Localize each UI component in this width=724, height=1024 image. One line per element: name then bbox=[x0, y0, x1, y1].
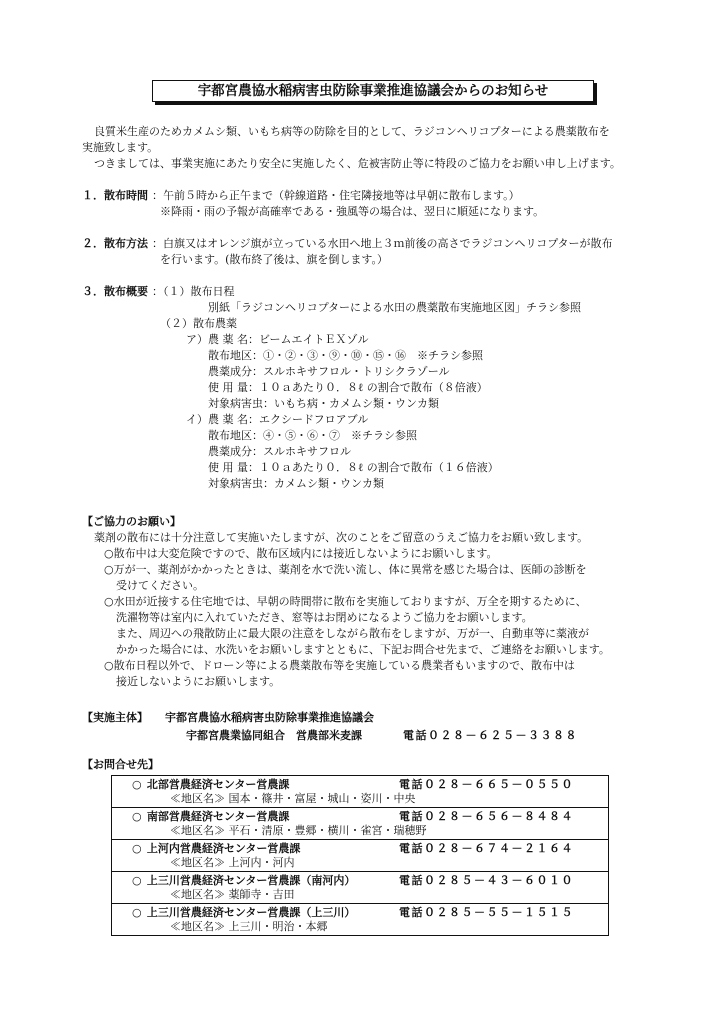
organizer-phone: 電話０２８－６２５－３３８８ bbox=[403, 729, 578, 742]
pesticide-a-area: 散布地区：①・②・③・⑨・⑩・⑮・⑯ ※チラシ参照 bbox=[208, 349, 483, 362]
pesticide-b-name: イ）農 薬 名：エクシードフロアブル bbox=[186, 413, 369, 426]
cooperation-line-4: 受けてください。 bbox=[116, 579, 204, 592]
organizer-dept: 宇都宮農業協同組合 営農部米麦課 bbox=[186, 729, 362, 742]
contact-row bbox=[112, 840, 608, 872]
pesticide-a-name: ア）農 薬 名：ビームエイトＥＸゾル bbox=[186, 333, 369, 346]
contact-name-text: 北部営農経済センター営農課 bbox=[146, 778, 290, 791]
cooperation-line-1: 薬剤の散布には十分注意して実施いたしますが、次のことをご留意のうえご協力をお願い致します。 bbox=[94, 531, 589, 544]
contact-name-text: 上三川営農経済センター営農課（上三川） bbox=[146, 906, 356, 919]
time-label: １．散布時間 bbox=[82, 189, 148, 202]
overview-pesticides: （２）散布農薬 bbox=[160, 317, 237, 330]
overview-label: ３．散布概要 bbox=[82, 285, 148, 298]
contact-bullet: ○ bbox=[132, 874, 142, 887]
cooperation-line-6: 洗濯物等は室内に入れていただき、窓等はお閉めになるようご協力をお願いします。 bbox=[116, 611, 533, 624]
contact-phone: 電話０２８５－５５－１５１５ bbox=[399, 906, 574, 919]
organizer-name: 宇都宮農協水稲病害虫防除事業推進協議会 bbox=[165, 711, 374, 724]
intro-line-2: 実施致します。 bbox=[82, 141, 159, 154]
contact-area: ≪地区名≫ 薬師寺・吉田 bbox=[170, 888, 295, 901]
page-title: 宇都宮農協水稲病害虫防除事業推進協議会からのお知らせ bbox=[152, 80, 594, 102]
contact-phone: 電話０２８－６７４－２１６４ bbox=[399, 842, 574, 855]
overview-schedule: ：（１）散布日程 bbox=[152, 285, 235, 298]
intro-line-3: つきましては、事業実施にあたり安全に実施したく、危被害防止等に特段のご協力をお願い申し上げます。 bbox=[94, 157, 621, 170]
contact-phone: 電話０２８－６５６－８４８４ bbox=[399, 810, 574, 823]
contacts-heading: 【お問合せ先】 bbox=[82, 758, 159, 771]
contact-row bbox=[112, 904, 608, 935]
cooperation-line-5: ○水田が近接する住宅地では、早朝の時間帯に散布を実施しておりますが、万全を期するために、 bbox=[104, 595, 587, 608]
contact-bullet: ○ bbox=[132, 778, 142, 791]
pesticide-b-targets: 対象病害虫：カメムシ類・ウンカ類 bbox=[208, 477, 384, 490]
cooperation-line-2: ○散布中は大変危険ですので、散布区域内には接近しないようにお願いします。 bbox=[104, 547, 498, 560]
time-line-1: ：午前５時から正午まで（幹線道路・住宅隣接地等は早朝に散布します。） bbox=[152, 189, 520, 202]
contact-bullet: ○ bbox=[132, 810, 142, 823]
pesticide-b-area: 散布地区：④・⑤・⑥・⑦ ※チラシ参照 bbox=[208, 429, 417, 442]
method-line-1: ：白旗又はオレンジ旗が立っている水田へ地上３ｍ前後の高さでラジコンヘリコプターが散布 bbox=[152, 237, 613, 250]
contact-area: ≪地区名≫ 上三川・明治・本郷 bbox=[170, 920, 328, 933]
contact-phone: 電話０２８－６６５－０５５０ bbox=[399, 778, 574, 791]
contact-name-text: 南部営農経済センター営農課 bbox=[146, 810, 290, 823]
contacts-table bbox=[111, 775, 609, 936]
contact-area: ≪地区名≫ 国本・篠井・富屋・城山・姿川・中央 bbox=[170, 792, 416, 805]
cooperation-line-7: また、周辺への飛散防止に最大限の注意をしながら散布をしますが、万が一、自動車等に薬液が bbox=[116, 627, 589, 640]
method-label: ２．散布方法 bbox=[82, 237, 148, 250]
time-line-2: ※降雨・雨の予報が高確率である・強風等の場合は、翌日に順延になります。 bbox=[160, 205, 545, 218]
contact-area: ≪地区名≫ 上河内・河内 bbox=[170, 856, 295, 869]
contact-name-text: 上三川営農経済センター営農課（南河内） bbox=[146, 874, 356, 887]
contact-area: ≪地区名≫ 平石・清原・豊郷・横川・雀宮・瑞穂野 bbox=[170, 824, 427, 837]
method-line-2: を行います。(散布終了後は、旗を倒します。） bbox=[160, 253, 389, 266]
overview-schedule-ref: 別紙「ラジコンヘリコプターによる水田の農薬散布実施地区図」チラシ参照 bbox=[208, 301, 582, 314]
contact-row bbox=[112, 872, 608, 904]
cooperation-line-9: ○散布日程以外で、ドローン等による農薬散布等を実施している農業者もいますので、散布中は bbox=[104, 659, 575, 672]
cooperation-heading: 【ご協力のお願い】 bbox=[82, 515, 181, 528]
contact-row bbox=[112, 776, 608, 808]
contact-name-text: 上河内営農経済センター営農課 bbox=[146, 842, 301, 855]
intro-line-1: 良質米生産のためカメムシ類、いもち病等の防除を目的として、ラジコンヘリコプターによる農薬散布を bbox=[94, 125, 610, 138]
contact-bullet: ○ bbox=[132, 906, 142, 919]
organizer-label: 【実施主体】 bbox=[82, 711, 148, 724]
cooperation-line-10: 接近しないようにお願いします。 bbox=[116, 675, 281, 688]
contact-phone: 電話０２８５－４３－６０１０ bbox=[399, 874, 574, 887]
pesticide-b-usage: 使 用 量：１０ａあたり０．８ℓ の割合で散布（１６倍液） bbox=[208, 461, 499, 474]
cooperation-line-8: かかった場合には、水洗いをお願いしますとともに、下記お問合せ先まで、ご連絡をお願いします。 bbox=[116, 643, 610, 656]
pesticide-a-targets: 対象病害虫：いもち病・カメムシ類・ウンカ類 bbox=[208, 397, 439, 410]
contact-bullet: ○ bbox=[132, 842, 142, 855]
pesticide-a-ingredient: 農薬成分：スルホキサフロル・トリシクラゾール bbox=[208, 365, 450, 378]
contact-row bbox=[112, 808, 608, 840]
pesticide-a-usage: 使 用 量：１０ａあたり０．８ℓ の割合で散布（８倍液） bbox=[208, 381, 488, 394]
cooperation-line-3: ○万が一、薬剤がかかったときは、薬剤を水で洗い流し、体に異常を感じた場合は、医師の診断を bbox=[104, 563, 587, 576]
pesticide-b-ingredient: 農薬成分：スルホキサフロル bbox=[208, 445, 351, 458]
